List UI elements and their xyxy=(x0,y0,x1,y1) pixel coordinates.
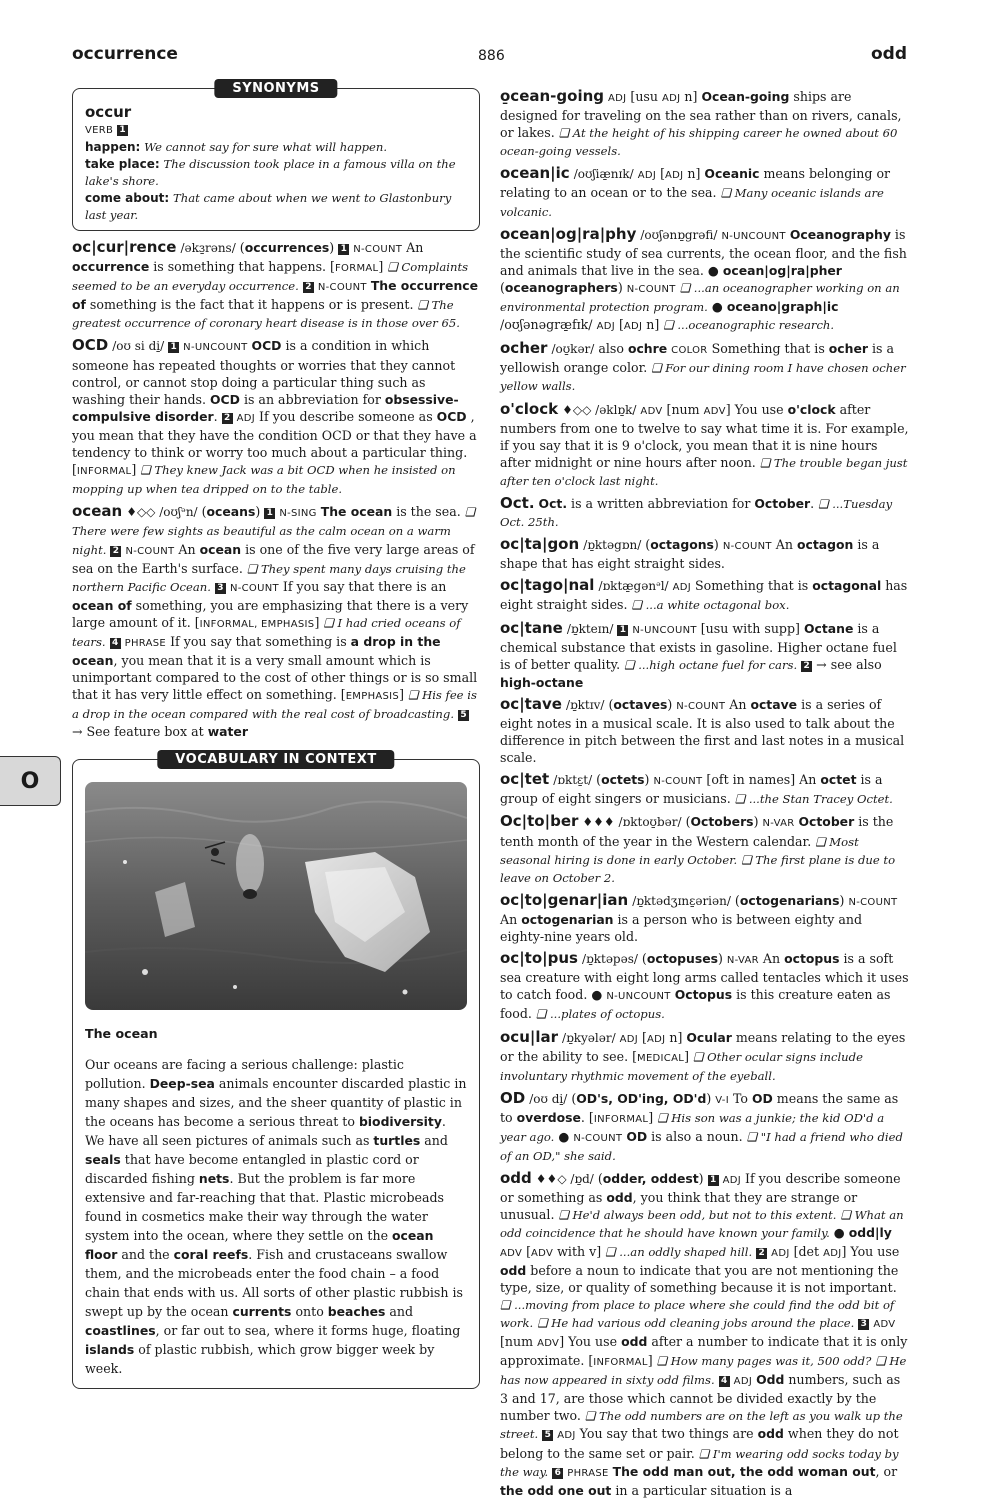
grammar-label: N-COUNT xyxy=(848,896,898,908)
headword: oc|ta|gon xyxy=(500,535,580,554)
entry-octave xyxy=(500,696,910,766)
sense-number: 1 xyxy=(168,342,179,353)
grammar-label: INFORMAL xyxy=(593,1113,649,1125)
bold-term: Oceanography xyxy=(789,226,891,242)
vocabulary-text-run: . Fish and crustaceans swallow them, and the microbeads enter the food chain – a food chain that ends with us. All sorts of other plastic rubbish is swept up by the ocean xyxy=(85,1246,463,1319)
example-sentence: ❑ For our dining room I have chosen ocher yellow walls. xyxy=(500,361,906,394)
synonym-term: take place: xyxy=(85,157,160,171)
bold-term: oceanographers xyxy=(504,279,618,295)
bold-term: OD's, OD'ing, OD'd xyxy=(576,1090,707,1106)
bold-term: occurrence xyxy=(72,259,150,275)
vocabulary-text-run: onto xyxy=(291,1303,328,1319)
vocabulary-text-run: Our oceans are facing a serious challenge: plastic pollution. xyxy=(85,1056,404,1091)
example-sentence: ❑ The first plane is due to leave on October 2. xyxy=(500,852,896,885)
bold-term: octogenarians xyxy=(739,892,840,908)
thumb-index-tab[interactable]: O xyxy=(0,756,61,806)
page-number: 886 xyxy=(478,48,505,64)
grammar-label: ADV xyxy=(703,405,726,417)
headword: o'clock xyxy=(500,399,559,418)
example-sentence: ❑ The odd numbers are on the left as you walk up the street. xyxy=(500,1409,903,1442)
bold-term: Octobers xyxy=(690,814,754,830)
bold-term: ocher xyxy=(828,341,868,357)
grammar-label: ADJ xyxy=(672,582,691,594)
synonym-pos: VERB xyxy=(85,125,114,136)
entry-ocd xyxy=(72,337,480,498)
entry-octopus xyxy=(500,950,910,1023)
headword: odd xyxy=(500,1169,532,1188)
vocabulary-text-run: . But the problem is far more extensive and far-reaching that that. Plastic microbeads found in cosmetics make their way through the water system into the ocean, where they settle on the xyxy=(85,1170,445,1243)
pronunciation: /ɒ̱kyələr/ xyxy=(562,1030,616,1045)
bold-term: ochre xyxy=(627,341,668,357)
bold-term: OCD xyxy=(210,391,240,407)
grammar-label: ADJ xyxy=(619,1033,639,1045)
bold-term: ocean of xyxy=(72,597,132,613)
headword: oc|tet xyxy=(500,770,550,789)
example-sentence: ❑ He'd always been odd, but not to this extent. xyxy=(558,1208,837,1223)
sense-number: 1 xyxy=(617,625,628,636)
synonym-sense-number: 1 xyxy=(117,125,128,136)
entry-od xyxy=(500,1090,910,1165)
example-sentence: ❑ Many oceanic islands are volcanic. xyxy=(500,186,884,219)
bold-term: The odd man out, the odd woman out xyxy=(612,1463,876,1479)
entry-body: Oct. is a written abbreviation for October. ❑ ...Tuesday Oct. 25th. xyxy=(500,495,893,530)
synonyms-box xyxy=(72,81,480,231)
vocabulary-text-run: and xyxy=(385,1303,414,1319)
bold-term: Ocular xyxy=(686,1029,732,1045)
entry-body: (occurrences) 1 N-COUNT An occurrence is something that happens. [FORMAL] ❑ Complaints seemed to be an everyday occurrence. 2 N-COUNT The occurrence of something is the fact that it happens or is present. ❑ The greatest occurrence of coronary heart disease is in those over 65. xyxy=(72,240,479,331)
entry-body: ADJ [usu ADJ n] Ocean-going ships are designed for traveling on the sea rather than on rivers, canals, or lakes. ❑ At the height of his shipping career he owned about 60 ocean-going vessels. xyxy=(500,89,902,159)
left-column xyxy=(72,81,480,1397)
example-sentence: ❑ I'm wearing odd socks today by the way. xyxy=(500,1446,899,1479)
bold-term: OD xyxy=(751,1090,773,1106)
example-sentence: ❑ What an odd coincidence that he should have known your family. xyxy=(500,1208,904,1241)
example-sentence: ❑ He has now appeared in sixty odd films. xyxy=(500,1354,907,1388)
bold-term: Odd xyxy=(756,1372,785,1388)
example-sentence: ❑ ...high octane fuel for cars. xyxy=(624,657,798,672)
headword: o̱cean-going xyxy=(500,87,604,105)
grammar-label: ADJ xyxy=(722,1175,741,1187)
grammar-label: ADJ xyxy=(236,412,256,424)
sense-number: 4 xyxy=(110,638,121,649)
bold-term: obsessive-compulsive disorder xyxy=(72,391,459,424)
vocabulary-term: beaches xyxy=(327,1303,386,1319)
headword: oc|to|pus xyxy=(500,949,578,968)
grammar-label: ADJ xyxy=(596,321,615,333)
example-sentence: ❑ ...an oceanographer working on an environmental protection program. xyxy=(500,280,900,315)
entry-oct xyxy=(500,495,910,531)
headword: oc|tave xyxy=(500,694,562,713)
entry-body: 1 N-UNCOUNT OCD is a condition in which someone has repeated thoughts or worries that they cannot control, or cannot stop doing a particular thing such as washing their hands. OCD is an abbreviation for obsessive-compulsive disorder. 2 ADJ If you describe someone as OCD , you mean that they have the condition OCD or that they have a tendency to think or worry too much about a particular thing. [INFORMAL] ❑ They knew Jack was a bit OCD when he insisted on mopping up when tea dripped on to the table. xyxy=(72,338,477,497)
vocabulary-term: turtles xyxy=(373,1132,421,1148)
bold-term: Oceanic xyxy=(704,166,760,182)
vocabulary-term: coastlines xyxy=(85,1322,156,1338)
bold-term: Octopus xyxy=(674,987,733,1003)
pronunciation: /ɒ̱ktəgɒn/ xyxy=(583,538,642,553)
bold-term: water xyxy=(207,724,248,740)
grammar-label: PHRASE xyxy=(124,637,167,649)
synonym-term: come about: xyxy=(85,191,170,205)
entry-body: ADJ Something that is octagonal has eight straight sides. ❑ ...a white octagonal box. xyxy=(500,578,908,613)
synonym-item xyxy=(85,156,467,190)
entry-ocher xyxy=(500,340,910,395)
sense-number: 5 xyxy=(542,1430,553,1441)
headword: ocean|ic xyxy=(500,164,570,183)
synonym-item xyxy=(85,139,467,156)
bold-term: Oct. xyxy=(538,495,568,511)
sense-number: 2 xyxy=(303,282,314,293)
example-sentence: ❑ The trouble began just after ten o'clock last night. xyxy=(500,455,908,488)
headword: oc|to|genar|ian xyxy=(500,890,629,909)
vocabulary-text-run: , or far out to sea, where it forms huge, floating xyxy=(155,1322,461,1338)
vocabulary-term: islands xyxy=(85,1341,135,1357)
entry-body: (octets) N-COUNT [oft in names] An octet is a group of eight singers or musicians. ❑ ...the Stan Tracey Octet. xyxy=(500,772,893,807)
bold-term: Octane xyxy=(803,620,854,636)
entry-body: (oceans) 1 N-SING The ocean is the sea. ❑ There were few sights as beautiful as the calm ocean on a warm night. 2 N-COUNT An ocean is one of the five very large areas of sea on the Earth's surface. ❑ They spent many days cruising the northern Pacific Ocean. 3 N-COUNT If you say that there is an ocean of something, you are emphasizing that there is a very large amount of it. [INFORMAL, EMPHASIS] ❑ I had cried oceans of tears. 4 PHRASE If you say that something is a drop in the ocean, you mean that it is a very small amount which is unimportant compared to the cost of other things or is so small that it has very little effect on something. [EMPHASIS] ❑ His fee is a drop in the ocean compared with the real cost of broadcasting. 5 → See feature box at water xyxy=(72,504,478,740)
bold-term: odd|ly xyxy=(848,1225,892,1241)
grammar-label: ADV xyxy=(640,405,663,417)
entry-body: (odder, oddest) 1 ADJ If you describe someone or something as odd, you think that they are strange or unusual. ❑ He'd always been odd, but not to this extent. ❑ What an odd coincidence that he should have known your family. ● odd|ly ADV [ADV with v] ❑ ...an oddly shaped hill. 2 ADJ [det ADJ] You use odd before a noun to indicate that you are not mentioning the type, size, or quality of something because it is not important. ❑ ...moving from place to place where she could find the odd bit of work. ❑ He had various odd cleaning jobs around the place. 3 ADV [num ADV] You use odd after a number to indicate that it is only approximate. [INFORMAL] ❑ How many pages was it, 500 odd? ❑ He has now appeared in sixty odd films. 4 ADJ Odd numbers, such as 3 and 17, are those which cannot be divided exactly by the number two. ❑ The odd numbers are on the left as you walk up the street. 5 ADJ You say that two things are odd when they do not belong to the same set or pair. ❑ I'm wearing odd socks today by the way. 6 PHRASE The odd man out, the odd woman out, or the odd one out in a particular situation is a xyxy=(500,1171,908,1498)
synonyms-title: SYNONYMS xyxy=(214,79,337,98)
bold-term: o'clock xyxy=(787,401,836,417)
grammar-label: ADJ xyxy=(823,1247,842,1259)
grammar-label: N-COUNT xyxy=(676,700,726,712)
grammar-label: ADJ xyxy=(662,93,681,104)
bold-term: OCD xyxy=(436,408,467,424)
bold-term: October xyxy=(754,495,811,511)
vocabulary-term: ocean floor xyxy=(85,1227,434,1262)
synonym-item xyxy=(85,190,467,224)
sense-number: 2 xyxy=(801,661,812,672)
grammar-label: ADJ xyxy=(771,1247,790,1259)
grammar-label: V-I xyxy=(715,1094,729,1106)
bold-term: odd xyxy=(606,1190,633,1206)
entry-octane xyxy=(500,620,910,691)
entry-ocean-going xyxy=(500,88,910,160)
vocabulary-text-run: of plastic rubbish, which grow bigger week by week. xyxy=(85,1341,435,1376)
sense-number: 2 xyxy=(222,413,233,424)
pronunciation: ♦♦♦ /ɒktoʊ̱bər/ xyxy=(582,815,682,830)
example-sentence: ❑ I had cried oceans of tears. xyxy=(72,615,461,649)
pronunciation: /əkɜ̱rəns/ xyxy=(180,241,236,255)
sense-number: 4 xyxy=(719,1376,730,1387)
grammar-label: INFORMAL xyxy=(593,1357,648,1369)
example-sentence: ❑ ...moving from place to place where she could find the odd bit of work. xyxy=(500,1297,895,1330)
pronunciation: /ɒ̱ktɪv/ xyxy=(565,697,605,712)
grammar-label: ADJ xyxy=(608,93,627,104)
entry-body: (octogenarians) N-COUNT An octogenarian is a person who is between eighty and eighty-nine years old. xyxy=(500,892,898,945)
grammar-label: FORMAL xyxy=(334,263,379,275)
grammar-label: INFORMAL, EMPHASIS xyxy=(199,618,315,630)
entry-ocular xyxy=(500,1029,910,1085)
grammar-label: N-SING xyxy=(279,508,317,520)
example-sentence: ❑ There were few sights as beautiful as the calm ocean on a warm night. xyxy=(72,505,476,557)
grammar-label: ADV xyxy=(500,1247,523,1259)
ocean-plastic-image xyxy=(85,782,467,1010)
headword: OCD xyxy=(72,336,109,355)
synonym-example: The discussion took place in a famous villa on the lake's shore. xyxy=(85,157,456,188)
bold-term: octopuses xyxy=(646,951,718,967)
entry-body: (OD's, OD'ing, OD'd) V-I To OD means the same as to overdose. [INFORMAL] ❑ His son was a junkie; the kid OD'd a year ago. ● N-COUNT OD is also a noun. ❑ "I had a friend who died of an OD," she said. xyxy=(500,1090,903,1164)
pronunciation: /oʊʃiæ̱nɪk/ xyxy=(573,167,634,182)
left-guideword: occurrence xyxy=(72,44,178,64)
entry-occurrence xyxy=(72,239,480,332)
vocabulary-text-run: and xyxy=(420,1132,448,1148)
grammar-label: N-UNCOUNT xyxy=(183,342,248,354)
grammar-label: ADJ xyxy=(665,170,684,182)
example-sentence: ❑ Other ocular signs include involuntary rhythmic movement of the eyeball. xyxy=(500,1049,863,1083)
bold-term: overdose xyxy=(516,1109,581,1125)
pronunciation: /ɒ̱kteɪn/ xyxy=(566,621,614,636)
entry-body: (octopuses) N-VAR An octopus is a soft sea creature with eight long arms called tentacles which it uses to catch food. ● N-UNCOUNT Octopus is this creature eaten as food. ❑ ...plates of octopus. xyxy=(500,951,909,1022)
bold-term: octagonal xyxy=(812,578,882,594)
sense-number: 3 xyxy=(215,583,226,594)
pronunciation: ♦◇◇ /oʊʃᵊn/ xyxy=(126,505,198,520)
synonym-example: That came about when we went to Glastonbury last year. xyxy=(85,191,452,222)
grammar-label: INFORMAL xyxy=(76,466,132,478)
bold-term: octaves xyxy=(613,696,668,712)
bold-term: a drop in the ocean xyxy=(72,633,441,669)
example-sentence: ❑ How many pages was it, 500 odd? xyxy=(656,1354,872,1369)
grammar-label: MEDICAL xyxy=(637,1052,685,1064)
grammar-label: N-COUNT xyxy=(626,283,676,295)
synonym-headword: occur xyxy=(85,103,132,121)
sense-number: 5 xyxy=(458,710,469,721)
bold-term: occurrences xyxy=(244,240,330,255)
example-sentence: ❑ At the height of his shipping career he owned about 60 ocean-going vessels. xyxy=(500,126,898,159)
vocabulary-text-run: and the xyxy=(117,1246,174,1262)
headword: oc|tane xyxy=(500,618,563,637)
pronunciation: /ɒktæ̱gənᵊl/ xyxy=(598,579,669,594)
entry-body: also ochre COLOR Something that is ocher is a yellowish orange color. ❑ For our dining room I have chosen ocher yellow walls. xyxy=(500,341,906,394)
example-sentence: ❑ They spent many days cruising the northern Pacific Ocean. xyxy=(72,561,466,594)
example-sentence: ❑ ...an oddly shaped hill. xyxy=(605,1244,753,1259)
grammar-label: EMPHASIS xyxy=(345,691,400,703)
example-sentence: ❑ ...plates of octopus. xyxy=(535,1007,665,1022)
vocabulary-title: VOCABULARY IN CONTEXT xyxy=(157,750,394,769)
entry-oceanic xyxy=(500,165,910,220)
grammar-label: N-COUNT xyxy=(722,541,772,553)
vocabulary-box xyxy=(72,751,480,1389)
sense-number: 2 xyxy=(110,546,121,557)
entry-october xyxy=(500,813,910,886)
grammar-label: ADJ xyxy=(637,170,657,182)
bold-term: Ocean-going xyxy=(701,89,790,104)
vocabulary-text xyxy=(85,1055,467,1378)
grammar-label: N-COUNT xyxy=(229,582,279,594)
headword: ocean xyxy=(72,502,123,521)
bold-term: octets xyxy=(601,772,645,788)
headword: Oct. xyxy=(500,493,535,512)
sense-number: 2 xyxy=(756,1248,767,1259)
grammar-label: ADV xyxy=(873,1318,896,1330)
pronunciation: /oʊʃənɒ̱grəfi/ xyxy=(640,227,718,242)
headword: oc|tago|nal xyxy=(500,576,595,595)
headword: Oc|to|ber xyxy=(500,812,579,831)
synonym-example: We cannot say for sure what will happen. xyxy=(144,140,388,154)
sense-number: 1 xyxy=(338,244,349,255)
vocabulary-term: Deep-sea xyxy=(149,1075,215,1091)
pronunciation: /ɒktɛ̱t/ xyxy=(553,773,593,788)
bold-term: The occurrence of xyxy=(72,278,479,313)
sense-number: 3 xyxy=(858,1319,869,1330)
example-sentence: ❑ ...oceanographic research. xyxy=(663,318,835,333)
entry-body: ADV [num ADV] You use o'clock after numbers from one to twelve to say what time it is. For example, if you say that it is 9 o'clock, you mean that it is nine hours after midnight or nine hours after noon. ❑ The trouble began just after ten o'clock last night. xyxy=(500,401,909,488)
bold-term: ocean|og|ra|pher xyxy=(722,262,842,278)
vocabulary-term: seals xyxy=(85,1151,121,1167)
example-sentence: ❑ His fee is a drop in the ocean compared with the real cost of broadcasting. xyxy=(72,688,477,722)
sense-number: 1 xyxy=(708,1175,719,1186)
bold-term: octave xyxy=(750,696,798,712)
grammar-label: N-UNCOUNT xyxy=(721,230,786,242)
entry-body: (octagons) N-COUNT An octagon is a shape that has eight straight sides. xyxy=(500,537,880,572)
bold-term: The ocean xyxy=(320,504,393,520)
grammar-label: ADJ xyxy=(623,321,643,333)
bold-term: October xyxy=(798,814,855,830)
entry-octagon xyxy=(500,536,910,572)
entry-ocean xyxy=(72,503,480,740)
headword: OD xyxy=(500,1088,526,1107)
grammar-label: PHRASE xyxy=(567,1467,609,1479)
grammar-label: ADV xyxy=(537,1338,560,1349)
entry-oclock xyxy=(500,401,910,490)
grammar-label: N-COUNT xyxy=(573,1132,623,1144)
grammar-label: N-COUNT xyxy=(317,282,367,294)
bold-term: octagons xyxy=(650,537,714,553)
grammar-label: ADJ xyxy=(733,1376,753,1388)
pronunciation: /oʊ di̱/ xyxy=(529,1091,568,1106)
pronunciation: /ɒ̱ktədʒɪnɛ̱əriən/ xyxy=(632,893,731,908)
pronunciation: /ɒ̱ktəpəs/ xyxy=(582,952,638,967)
right-guideword: odd xyxy=(870,44,907,64)
pronunciation: /oʊ si di̱/ xyxy=(112,339,165,354)
grammar-label: N-COUNT xyxy=(653,776,703,788)
grammar-label: COLOR xyxy=(671,345,708,357)
vocabulary-text-run: . We have all seen pictures of animals such as xyxy=(85,1113,446,1148)
grammar-label: N-UNCOUNT xyxy=(632,624,697,636)
vocabulary-text-run: animals encounter discarded plastic in many shapes and sizes, and the sheer quantity of plastic in the oceans has become a serious threat to xyxy=(85,1075,467,1129)
ocean-plastic-photo xyxy=(85,782,467,1010)
vocabulary-term: biodiversity xyxy=(358,1113,442,1129)
grammar-label: N-COUNT xyxy=(125,545,175,557)
synonym-pos-line xyxy=(85,121,467,139)
example-sentence: ❑ They knew Jack was a bit OCD when he insisted on mopping up when tea dripped on to the table. xyxy=(72,463,456,497)
grammar-label: ADJ xyxy=(557,1430,576,1442)
vocabulary-term: nets xyxy=(198,1170,230,1186)
entry-body: (octaves) N-COUNT An octave is a series of eight notes in a musical scale. It is also used to talk about the difference in pitch between the first and last notes in a musical scale. xyxy=(500,696,905,766)
right-column xyxy=(500,88,910,1504)
example-sentence: ❑ ...the Stan Tracey Octet. xyxy=(734,792,893,807)
bold-term: octogenarian xyxy=(521,911,614,927)
bold-term: odder, oddest xyxy=(602,1171,699,1187)
pronunciation: /oʊ̱kər/ xyxy=(551,342,595,357)
entry-octogenarian xyxy=(500,892,910,945)
bold-term: odd xyxy=(621,1334,648,1349)
bold-term: oceano|graph|ic xyxy=(726,299,839,315)
grammar-label: N-VAR xyxy=(762,818,795,830)
synonym-term: happen: xyxy=(85,140,141,154)
entry-oceanography xyxy=(500,226,910,336)
bold-term: ocean xyxy=(199,541,242,557)
entry-body: (Octobers) N-VAR October is the tenth month of the year in the Western calendar. ❑ Most seasonal hiring is done in early October. ❑ The first plane is due to leave on October 2. xyxy=(500,814,896,885)
bold-term: odd xyxy=(757,1426,784,1442)
bold-term: the odd one out xyxy=(500,1482,612,1498)
bold-term: OCD xyxy=(251,338,282,354)
headword: ocu|lar xyxy=(500,1027,559,1046)
bold-term: oceans xyxy=(206,504,256,520)
example-sentence: ❑ Most seasonal hiring is done in early October. xyxy=(500,834,859,867)
example-sentence: ❑ ...a white octagonal box. xyxy=(631,598,790,613)
grammar-label: N-VAR xyxy=(726,955,759,967)
bold-term: octet xyxy=(820,772,857,788)
vocabulary-text-run: that have become entangled in plastic cord or discarded fishing xyxy=(85,1151,419,1186)
sense-number: 1 xyxy=(264,508,275,519)
example-sentence: ❑ Complaints seemed to be an everyday occurrence. xyxy=(72,260,469,294)
example-sentence: ❑ The greatest occurrence of coronary heart disease is in those over 65. xyxy=(72,298,460,331)
grammar-label: ADJ xyxy=(646,1033,666,1045)
headword: ocher xyxy=(500,339,548,358)
vocabulary-term: coral reefs xyxy=(173,1246,249,1262)
bold-term: octagon xyxy=(797,537,854,553)
entry-octagonal xyxy=(500,577,910,614)
entry-body: ADJ [ADJ n] Oceanic means belonging or relating to an ocean or to the sea. ❑ Many oceanic islands are volcanic. xyxy=(500,166,891,219)
photo-caption: The ocean xyxy=(85,1025,158,1041)
bold-term: high-octane xyxy=(500,674,584,690)
headword: ocean|og|ra|phy xyxy=(500,224,637,243)
pronunciation: ♦◇◇ /əklɒ̱k/ xyxy=(562,402,637,417)
example-sentence: ❑ He had various odd cleaning jobs around the place. xyxy=(537,1315,855,1330)
example-sentence: ❑ "I had a friend who died of an OD," she said. xyxy=(500,1129,903,1164)
grammar-label: N-COUNT xyxy=(353,244,403,255)
bold-term: octopus xyxy=(784,951,840,967)
entry-odd xyxy=(500,1170,910,1499)
entry-body: N-UNCOUNT Oceanography is the scientific study of sea currents, the ocean floor, and the fish and animals that live in the sea. ● ocean|og|ra|pher (oceanographers) N-COUNT ❑ ...an oceanographer working on an environmental protection program. ● oceano|graph|ic /oʊʃənəgræ̱fɪk/ ADJ [ADJ n] ❑ ...oceanographic research. xyxy=(500,226,907,333)
entry-body: 1 N-UNCOUNT [usu with supp] Octane is a chemical substance that exists in gasoline. Higher octane fuel is of better quality. ❑ ...high octane fuel for cars. 2 → see also high-octane xyxy=(500,620,897,690)
pronunciation: ♦♦◇ /ɒ̱d/ xyxy=(535,1172,594,1187)
entry-body: ADJ [ADJ n] Ocular means relating to the eyes or the ability to see. [MEDICAL] ❑ Other ocular signs include involuntary rhythmic movement of the eyeball. xyxy=(500,1029,906,1083)
vocabulary-term: currents xyxy=(232,1303,292,1319)
bold-term: odd xyxy=(500,1262,527,1278)
bold-term: OD xyxy=(626,1128,648,1144)
grammar-label: N-UNCOUNT xyxy=(606,991,671,1003)
entry-octet xyxy=(500,771,910,808)
sense-number: 6 xyxy=(552,1468,563,1479)
example-sentence: ❑ ...Tuesday Oct. 25th. xyxy=(500,496,893,530)
example-sentence: ❑ His son was a junkie; the kid OD'd a year ago. xyxy=(500,1110,885,1144)
headword: oc|cur|rence xyxy=(72,238,177,256)
grammar-label: ADV xyxy=(531,1247,554,1259)
